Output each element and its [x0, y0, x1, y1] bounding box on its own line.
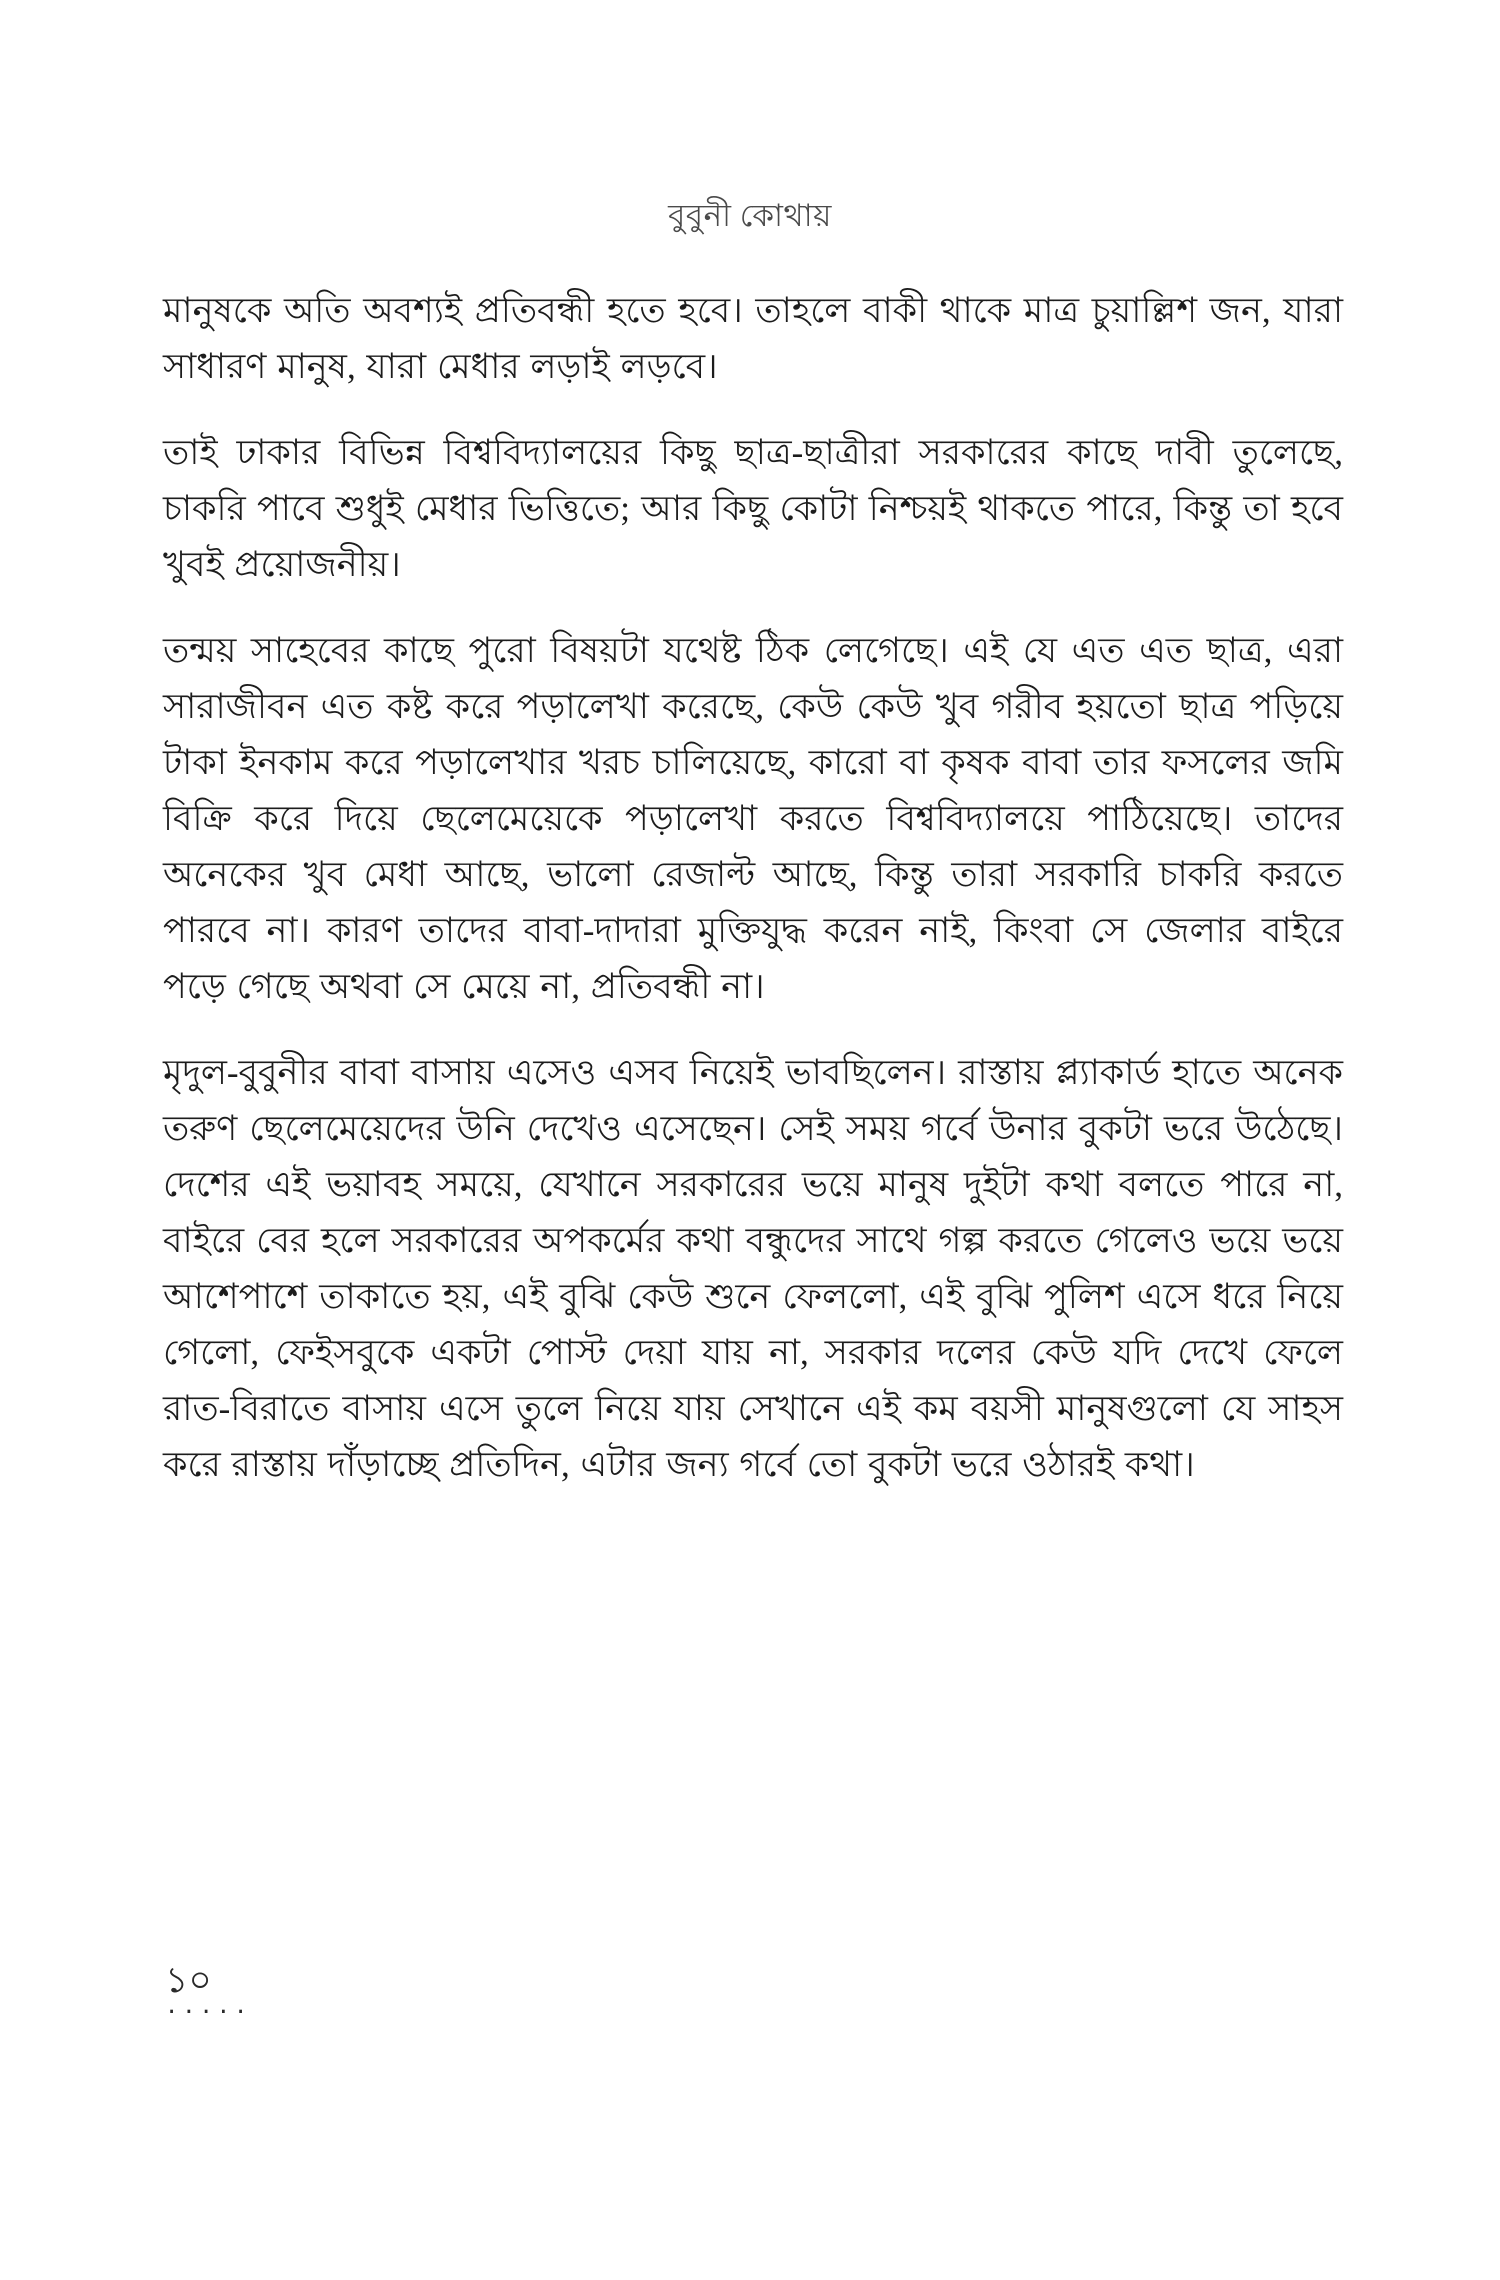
page-number: ১০ [165, 1960, 212, 2000]
body-text [163, 283, 1343, 1523]
footer-dots-ornament: ..... [165, 1994, 252, 2019]
paragraph: তাই ঢাকার বিভিন্ন বিশ্ববিদ্যালয়ের কিছু ছাত্র-ছাত্রীরা সরকারের কাছে দাবী তুলেছে, চাকরি পাবে শুধুই মেধার ভিত্তিতে; আর কিছু কোটা নিশ্চয়ই থাকতে পারে, কিন্তু তা হবে খুবই প্রয়োজনীয়। [163, 433, 1343, 584]
paragraph: তন্ময় সাহেবের কাছে পুরো বিষয়টা যথেষ্ট ঠিক লেগেছে। এই যে এত এত ছাত্র, এরা সারাজীবন এত কষ্ট করে পড়ালেখা করেছে, কেউ কেউ খুব গরীব হয়তো ছাত্র পড়িয়ে টাকা ইনকাম করে পড়ালেখার খরচ চালিয়েছে, কারো বা কৃষক বাবা তার ফসলের জমি বিক্রি করে দিয়ে ছেলেমেয়েকে পড়ালেখা করতে বিশ্ববিদ্যালয়ে পাঠিয়েছে। তাদের অনেকের খুব মেধা আছে, ভালো রেজাল্ট আছে, কিন্তু তারা সরকারি চাকরি করতে পারবে না। কারণ তাদের বাবা-দাদারা মুক্তিযুদ্ধ করেন নাই, কিংবা সে জেলার বাইরে পড়ে গেছে অথবা সে মেয়ে না, প্রতিবন্ধী না। [163, 631, 1343, 1006]
paragraph: মানুষকে অতি অবশ্যই প্রতিবন্ধী হতে হবে। তাহলে বাকী থাকে মাত্র চুয়াল্লিশ জন, যারা সাধারণ মানুষ, যারা মেধার লড়াই লড়বে। [163, 291, 1343, 386]
chapter-title: বুবুনী কোথায় [668, 198, 832, 233]
paragraph: মৃদুল-বুবুনীর বাবা বাসায় এসেও এসব নিয়েই ভাবছিলেন। রাস্তায় প্ল্যাকার্ড হাতে অনেক তরুণ ছেলেমেয়েদের উনি দেখেও এসেছেন। সেই সময় গর্বে উনার বুকটা ভরে উঠেছে। দেশের এই ভয়াবহ সময়ে, যেখানে সরকারের ভয়ে মানুষ দুইটা কথা বলতে পারে না, বাইরে বের হলে সরকারের অপকর্মের কথা বন্ধুদের সাথে গল্প করতে গেলেও ভয়ে ভয়ে আশেপাশে তাকাতে হয়, এই বুঝি কেউ শুনে ফেললো, এই বুঝি পুলিশ এসে ধরে নিয়ে গেলো, ফেইসবুকে একটা পোস্ট দেয়া যায় না, সরকার দলের কেউ যদি দেখে ফেলে রাত-বিরাতে বাসায় এসে তুলে নিয়ে যায় সেখানে এই কম বয়সী মানুষগুলো যে সাহস করে রাস্তায় দাঁড়াচ্ছে প্রতিদিন, এটার জন্য গর্বে তো বুকটা ভরে ওঠারই কথা। [163, 1053, 1343, 1484]
page-footer [165, 1960, 252, 2019]
